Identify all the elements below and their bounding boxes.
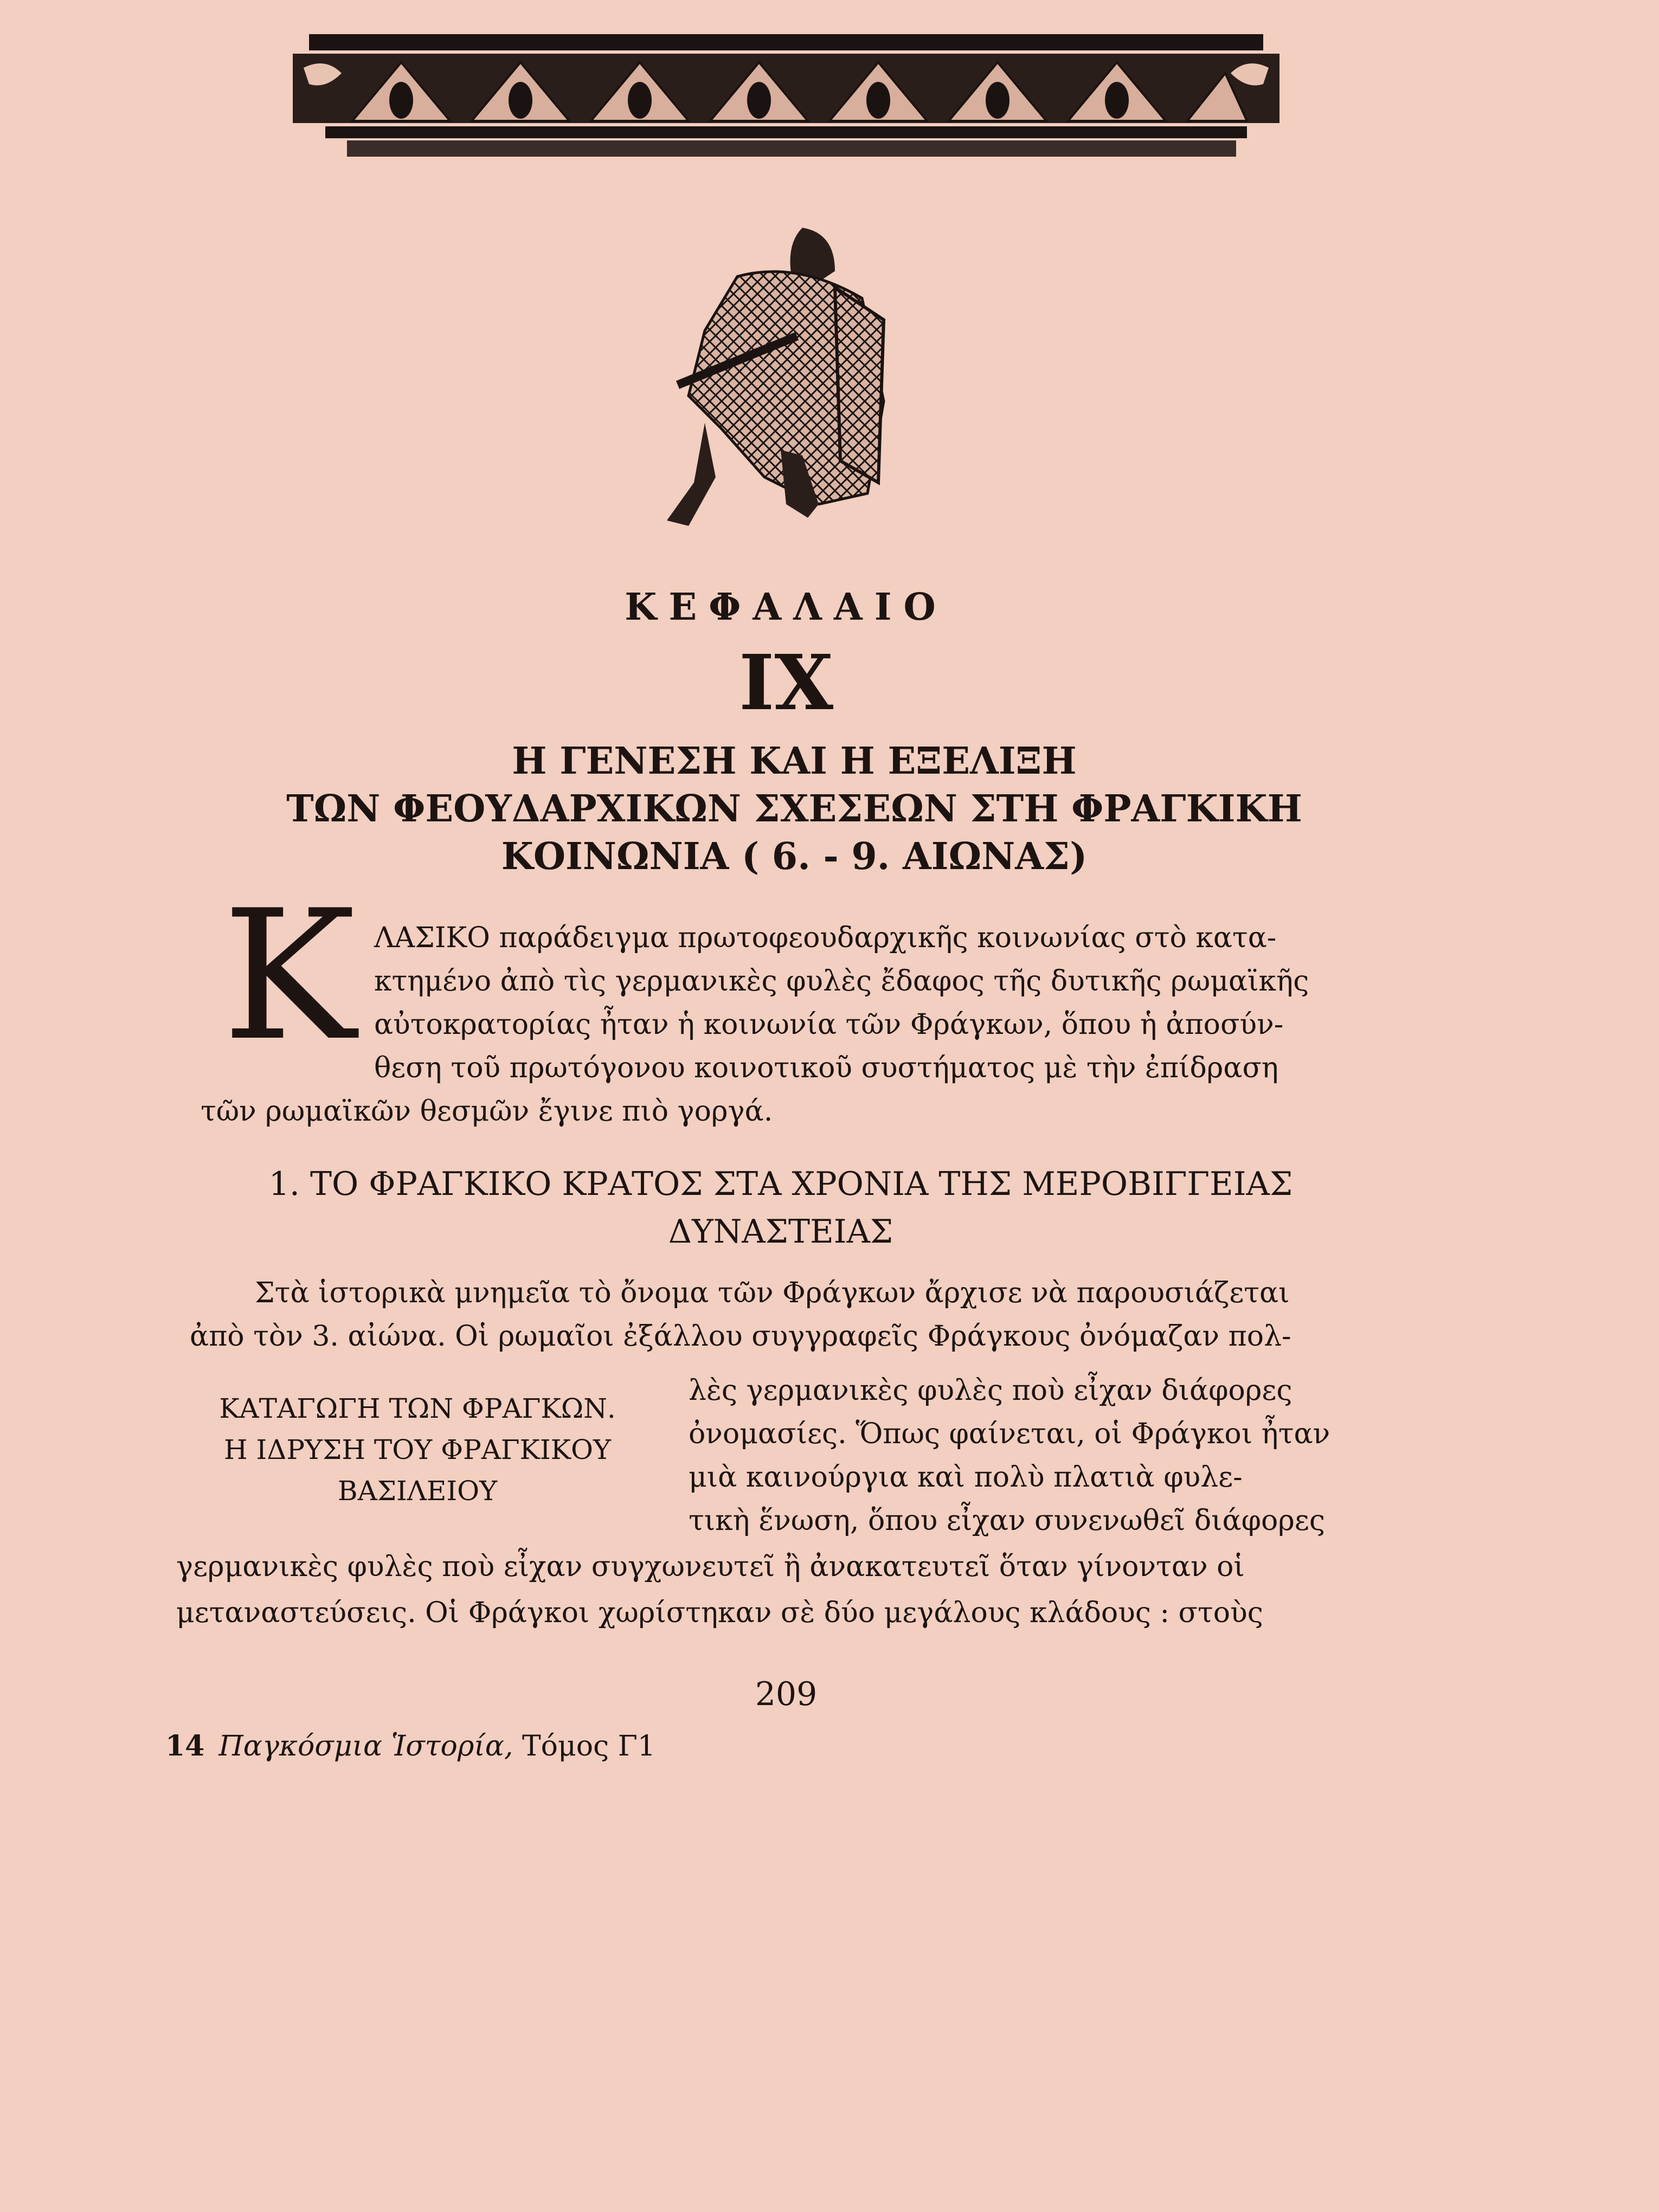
chapter-title [0,737,1589,880]
section-heading-line: ΔΥΝΑΣΤΕΙΑΣ [668,1213,893,1251]
intro-line: κτημένο ἀπὸ τὶς γερμανικὲς φυλὲς ἔδαφος τῆς δυτικῆς ρωμαϊκῆς [374,965,1309,998]
margin-note [179,1388,656,1512]
signature-number: 14 [165,1729,205,1763]
intro-line: τῶν ρωμαϊκῶν θεσμῶν ἔγινε πιὸ γοργά. [201,1095,773,1128]
intro-line: αὐτοκρατορίας ἦταν ἡ κοινωνία τῶν Φράγκων, ὅπου ἡ ἀποσύν- [374,1008,1284,1041]
chapter-title-line: ΤΩΝ ΦΕΟΥΔΑΡΧΙΚΩΝ ΣΧΕΣΕΩΝ ΣΤΗ ΦΡΑΓΚΙΚΗ [286,787,1302,831]
body-line: ἀπὸ τὸν 3. αἰώνα. Οἱ ρωμαῖοι ἐξάλλου συγγραφεῖς Φράγκους ὀνόμαζαν πολ- [190,1320,1291,1353]
intro-line: ΛΑΣΙΚΟ παράδειγμα πρωτοφεουδαρχικῆς κοινωνίας στὸ κατα- [374,922,1277,954]
intro-line: θεση τοῦ πρωτόγονου κοινοτικοῦ συστήματος μὲ τὴν ἐπίδραση [374,1052,1279,1084]
body-line: μιὰ καινούργια καὶ πολὺ πλατιὰ φυλε- [689,1461,1243,1494]
body-line: γερμανικὲς φυλὲς ποὺ εἶχαν συγχωνευτεῖ ἢ ἀνακατευτεῖ ὅταν γίνονταν οἱ [176,1551,1245,1583]
body-line: ὀνομασίες. Ὅπως φαίνεται, οἱ Φράγκοι ἦταν [689,1418,1330,1450]
section-heading [0,1160,1561,1256]
body-line: τικὴ ἕνωση, ὅπου εἶχαν συνενωθεῖ διάφορες [689,1504,1325,1537]
header-ornament [293,30,1279,165]
book-title: Παγκόσμια Ἱστορία, [218,1730,513,1763]
chapter-number: IX [738,639,834,728]
volume-label: Τόμος Γ1 [522,1730,655,1763]
margin-note-line: ΚΑΤΑΓΩΓΗ ΤΩΝ ΦΡΑΓΚΩΝ. [219,1393,616,1424]
chapter-title-line: Η ΓΕΝΕΣΗ ΚΑΙ Η ΕΞΕΛΙΞΗ [512,740,1077,783]
section-heading-line: 1. ΤΟ ΦΡΑΓΚΙΚΟ ΚΡΑΤΟΣ ΣΤΑ ΧΡΟΝΙΑ ΤΗΣ ΜΕΡΟΒΙΓΓΕΙΑΣ [268,1165,1293,1203]
margin-note-line: ΒΑΣΙΛΕΙΟΥ [337,1475,498,1507]
body-line: λὲς γερμανικὲς φυλὲς ποὺ εἶχαν διάφορες [689,1374,1293,1407]
footer-signature [165,1729,655,1763]
body-line: Στὰ ἱστορικὰ μνημεῖα τὸ ὄνομα τῶν Φράγκων ἄρχισε νὰ παρουσιάζεται [255,1277,1290,1309]
page-number: 209 [755,1675,818,1713]
drop-cap: Κ [222,872,356,1080]
chapter-title-line: ΚΟΙΝΩΝΙΑ ( 6. - 9. ΑΙΩΝΑΣ) [501,835,1088,878]
body-line: μεταναστεύσεις. Οἱ Φράγκοι χωρίστηκαν σὲ δύο μεγάλους κλάδους : στοὺς [176,1597,1263,1629]
warrior-illustration [656,222,900,531]
margin-note-line: Η ΙΔΡΥΣΗ ΤΟΥ ΦΡΑΓΚΙΚΟΥ [224,1434,611,1465]
chapter-label: ΚΕΦΑΛΑΙΟ [625,586,948,629]
